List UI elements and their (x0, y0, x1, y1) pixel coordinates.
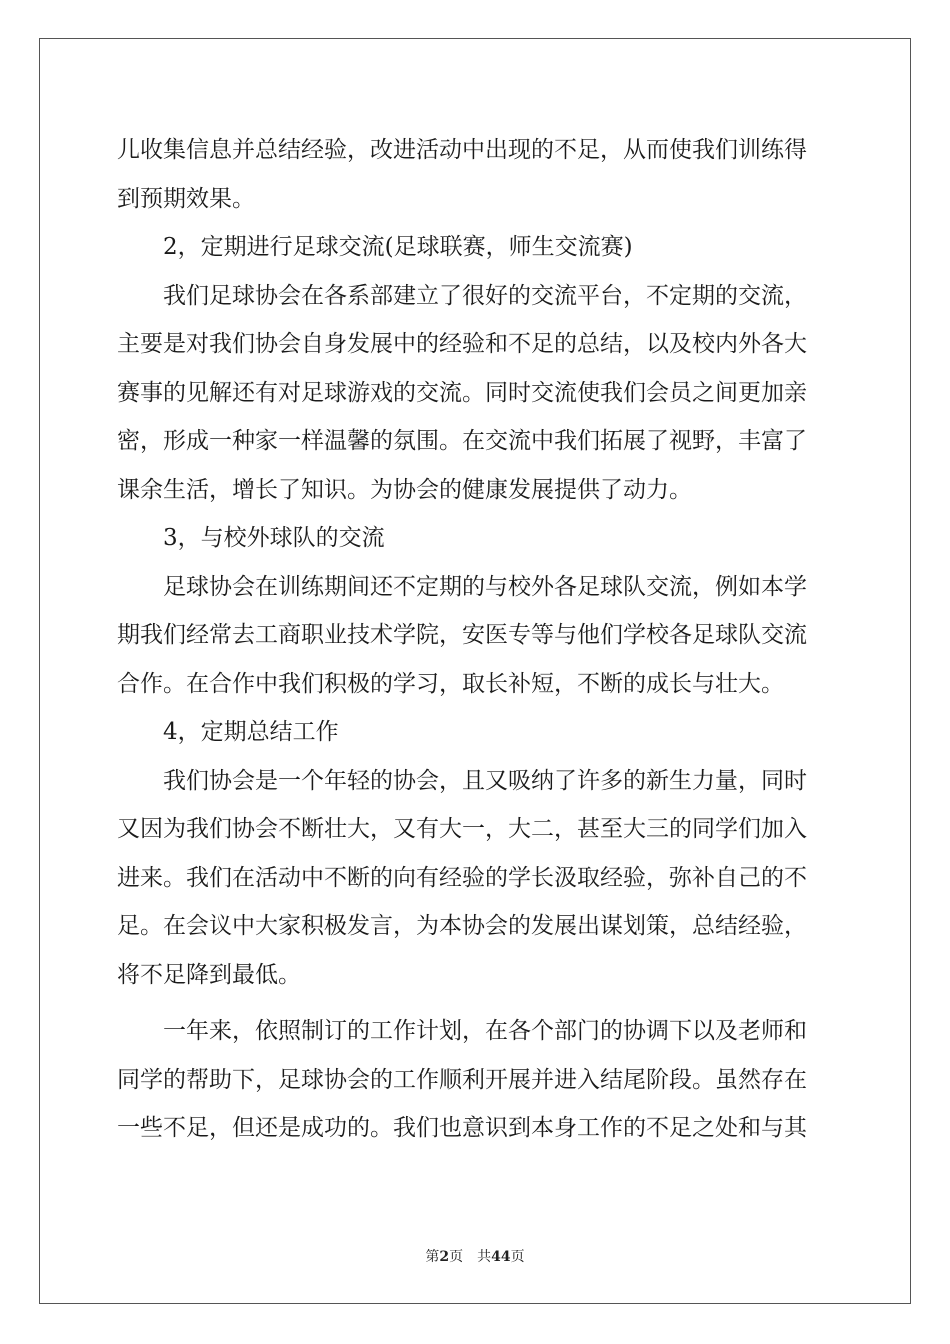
total-pages: 44 (491, 1249, 511, 1265)
text-line: 期我们经常去工商职业技术学院，安医专等与他们学校各足球队交流 (117, 622, 807, 648)
text-line: 我们协会是一个年轻的协会，且又吸纳了许多的新生力量，同时 (163, 767, 807, 794)
page-footer (0, 1246, 950, 1266)
document-body (117, 126, 837, 1153)
text-line: 课余生活，增长了知识。为协会的健康发展提供了动力。 (117, 476, 692, 503)
total-suffix: 页 (510, 1249, 525, 1265)
text-line: 赛事的见解还有对足球游戏的交流。同时交流使我们会员之间更加亲 (117, 379, 807, 406)
page-number: 2 (439, 1249, 450, 1265)
text-line: 到预期效果。 (117, 185, 255, 212)
text-line: 主要是对我们协会自身发展中的经验和不足的总结，以及校内外各大 (117, 331, 807, 357)
text-line: 密，形成一种家一样温馨的氛围。在交流中我们拓展了视野，丰富了 (117, 428, 807, 454)
text-line: 一些不足，但还是成功的。我们也意识到本身工作的不足之处和与其 (117, 1115, 807, 1141)
total-prefix: 共 (477, 1249, 492, 1265)
text-line: 我们足球协会在各系部建立了很好的交流平台，不定期的交流， (163, 282, 807, 309)
text-line: 足球协会在训练期间还不定期的与校外各足球队交流，例如本学 (163, 573, 807, 600)
paragraph-spacer (117, 999, 837, 1007)
page-prefix: 第 (425, 1249, 440, 1265)
page-suffix: 页 (449, 1249, 464, 1265)
text-line: 儿收集信息并总结经验，改进活动中出现的不足，从而使我们训练得 (117, 137, 807, 163)
text-line: 将不足降到最低。 (117, 961, 301, 988)
section-heading: 3，与校外球队的交流 (163, 525, 385, 551)
text-line: 足。在会议中大家积极发言，为本协会的发展出谋划策，总结经验， (117, 913, 807, 939)
text-line: 合作。在合作中我们积极的学习，取长补短，不断的成长与壮大。 (117, 670, 784, 697)
text-line: 同学的帮助下，足球协会的工作顺利开展并进入结尾阶段。虽然存在 (117, 1066, 807, 1093)
text-line: 进来。我们在活动中不断的向有经验的学长汲取经验，弥补自己的不 (117, 864, 807, 891)
text-line: 又因为我们协会不断壮大，又有大一，大二，甚至大三的同学们加入 (117, 816, 807, 842)
section-heading: 4，定期总结工作 (163, 719, 339, 745)
section-heading: 2，定期进行足球交流(足球联赛，师生交流赛) (163, 234, 633, 260)
text-line: 一年来，依照制订的工作计划，在各个部门的协调下以及老师和 (163, 1018, 807, 1044)
